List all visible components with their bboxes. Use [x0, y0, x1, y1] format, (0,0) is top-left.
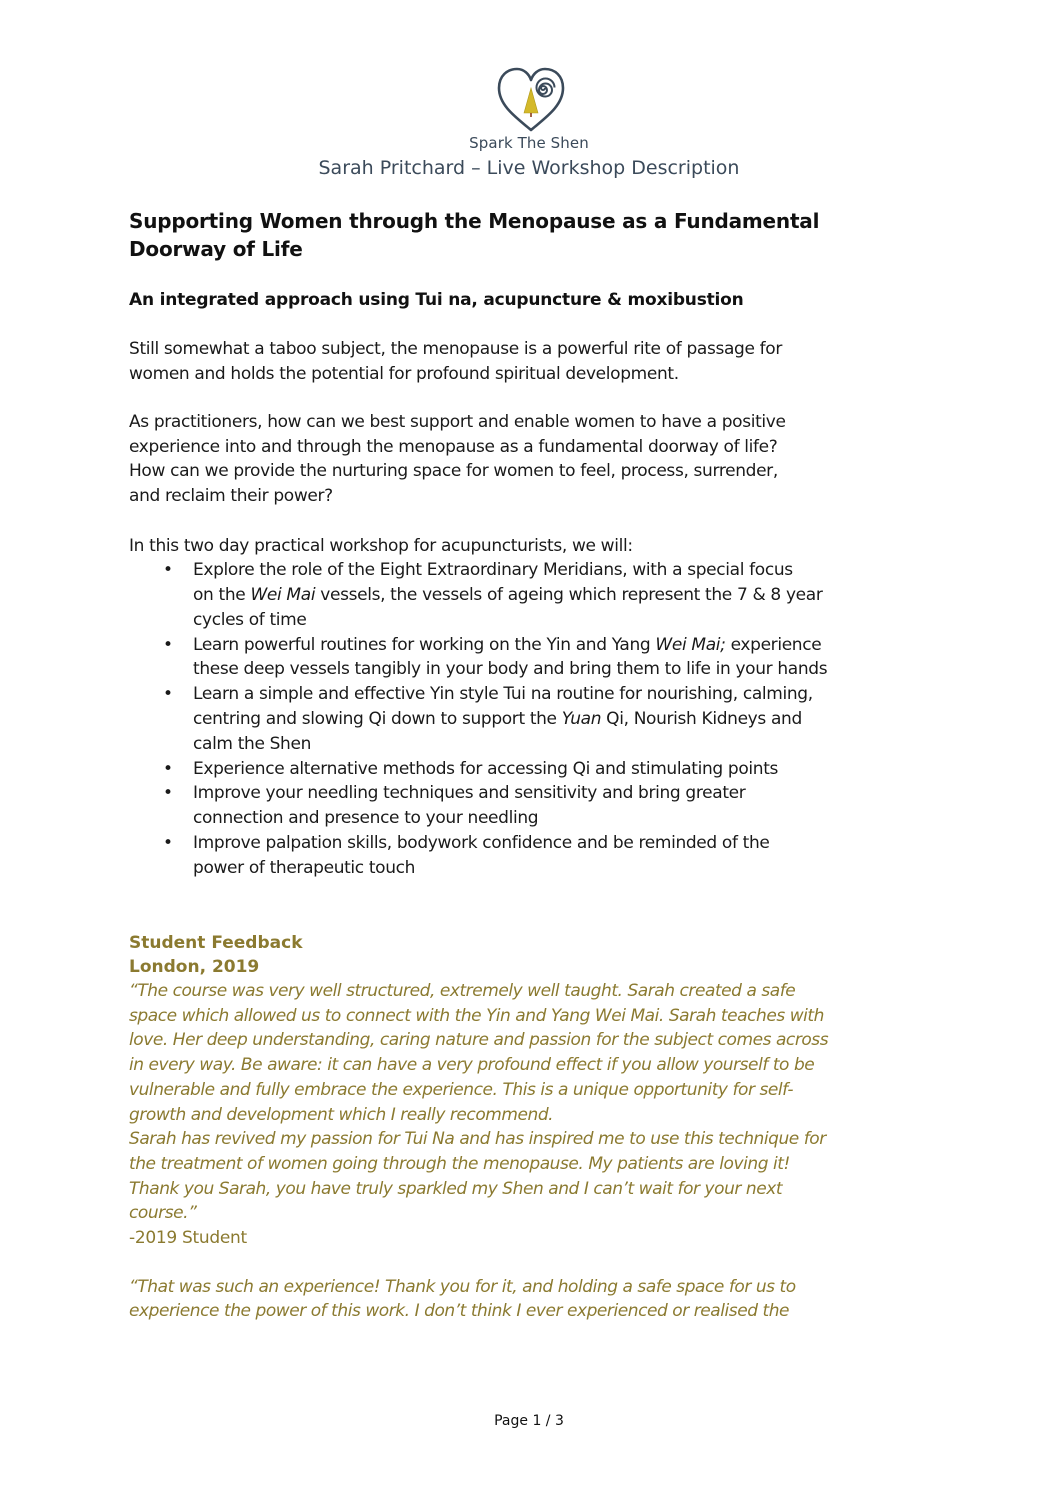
intro-paragraph [129, 337, 949, 386]
list-item [129, 781, 949, 831]
text-line: Learn a simple and effective Yin style Tui na routine for nourishing, calming, [193, 684, 813, 705]
list-item [129, 831, 949, 881]
text-line: Thank you Sarah, you have truly sparkled my Shen and I can’t wait for your next [129, 1178, 783, 1199]
list-item [129, 633, 949, 683]
title-line-1: Supporting Women through the Menopause as a Fundamental [129, 209, 820, 233]
text-line: experience the power of this work. I don’t think I ever experienced or realised the [129, 1301, 790, 1322]
workshop-objectives-list [129, 558, 949, 880]
testimonial-attribution: -2019 Student [129, 1228, 247, 1249]
bullet-icon: • [163, 783, 173, 804]
page-number: Page 1 / 3 [494, 1413, 564, 1429]
text-line: “The course was very well structured, extremely well taught. Sarah created a safe [129, 981, 796, 1001]
text-line: Still somewhat a taboo subject, the menopause is a powerful rite of passage for [129, 339, 782, 359]
text-line: on the [193, 584, 251, 605]
bullet-icon: • [163, 634, 173, 655]
page-title [129, 207, 949, 263]
text-line: growth and development which I really recommend. [129, 1104, 554, 1125]
feedback-location: London, 2019 [129, 957, 260, 977]
list-item [129, 682, 949, 756]
text-line: calm the Shen [193, 733, 312, 754]
text-line: centring and slowing Qi down to support the [193, 708, 562, 729]
testimonial-quote-2 [129, 1275, 949, 1324]
text-line: Improve palpation skills, bodywork confidence and be reminded of the [193, 832, 770, 853]
workshop-intro: In this two day practical workshop for acupuncturists, we will: [129, 535, 633, 556]
text-line: power of therapeutic touch [193, 857, 416, 878]
text-line: the treatment of women going through the menopause. My patients are loving it! [129, 1153, 790, 1174]
text-line: vulnerable and fully embrace the experience. This is a unique opportunity for self- [129, 1079, 794, 1100]
bullet-icon: • [163, 684, 173, 705]
text-line: Explore the role of the Eight Extraordinary Meridians, with a special focus [193, 560, 793, 581]
text-line: How can we provide the nurturing space for women to feel, process, surrender, [129, 461, 778, 482]
text-line: experience into and through the menopause as a fundamental doorway of life? [129, 436, 778, 457]
list-item [129, 558, 949, 632]
feedback-heading: Student Feedback [129, 933, 303, 953]
title-line-2: Doorway of Life [129, 237, 303, 261]
text-line: Experience alternative methods for accessing Qi and stimulating points [193, 758, 779, 779]
text-line: and reclaim their power? [129, 485, 333, 506]
emphasis: Yuan [561, 708, 602, 729]
text-line: Improve your needling techniques and sensitivity and bring greater [193, 783, 746, 804]
text-line: As practitioners, how can we best support and enable women to have a positive [129, 412, 786, 433]
bullet-icon: • [163, 758, 173, 779]
text-line: Learn powerful routines for working on the Yin and Yang [193, 634, 656, 655]
heart-spiral-tree-logo-icon [495, 66, 567, 134]
text-line: these deep vessels tangibly in your body and bring them to life in your hands [193, 659, 828, 680]
text-line: in every way. Be aware: it can have a very profound effect if you allow yourself to be [129, 1055, 815, 1076]
text-line: women and holds the potential for profound spiritual development. [129, 363, 679, 384]
text-line: course.” [129, 1203, 197, 1224]
emphasis: Wei Mai; [655, 634, 726, 655]
text-line: Sarah has revived my passion for Tui Na and has inspired me to use this technique for [129, 1129, 826, 1150]
tagline: An integrated approach using Tui na, acupuncture & moxibustion [129, 290, 744, 310]
text-line: Qi, Nourish Kidneys and [601, 708, 802, 729]
brand-name: Spark The Shen [469, 134, 589, 152]
text-line: connection and presence to your needling [193, 808, 539, 829]
text-line: vessels, the vessels of ageing which represent the 7 & 8 year [315, 584, 823, 605]
main-content [129, 207, 949, 881]
emphasis: Wei Mai [250, 584, 316, 605]
text-line: “That was such an experience! Thank you for it, and holding a safe space for us to [129, 1276, 796, 1297]
student-feedback-section [129, 931, 949, 1324]
document-subtitle: Sarah Pritchard – Live Workshop Description [318, 157, 740, 179]
bullet-icon: • [163, 832, 173, 853]
text-line: experience [725, 634, 822, 655]
text-line: space which allowed us to connect with the Yin and Yang Wei Mai. Sarah teaches with [129, 1005, 824, 1026]
text-line: love. Her deep understanding, caring nature and passion for the subject comes across [129, 1030, 829, 1051]
bullet-icon: • [163, 560, 173, 581]
testimonial-quote-1 [129, 979, 949, 1226]
list-item [129, 757, 949, 782]
questions-paragraph [129, 410, 949, 508]
text-line: cycles of time [193, 609, 307, 630]
